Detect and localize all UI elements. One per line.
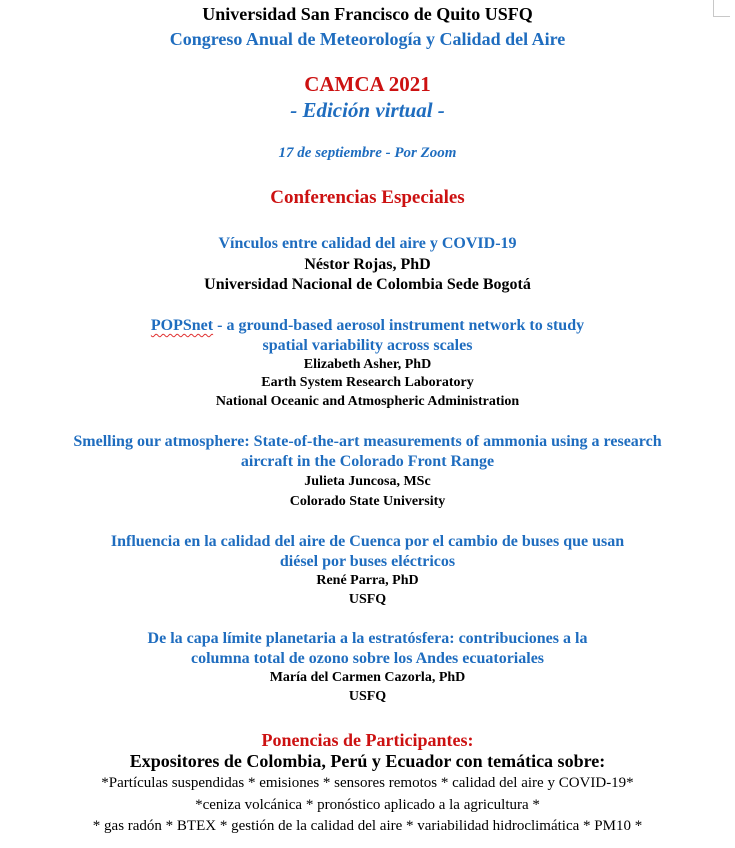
talk-5-speaker: María del Carmen Cazorla, PhD (269, 670, 466, 685)
university-name: Universidad San Francisco de Quito USFQ (202, 4, 533, 24)
talk-5-title-line-2: columna total de ozono sobre los Andes ecuatoriales (190, 650, 545, 667)
talk-5-title-line-1: De la capa límite planetaria a la estratósfera: contribuciones a la (147, 630, 588, 647)
talk-4-title-line-2: diésel por buses eléctricos (279, 553, 456, 570)
talk-2-title-line-1 (0, 317, 735, 335)
talk-1-affiliation: Universidad Nacional de Colombia Sede Bogotá (204, 276, 531, 293)
talk-3-title-line-1: Smelling our atmosphere: State-of-the-art measurements of ammonia using a research (73, 433, 662, 450)
talk-2-speaker: Elizabeth Asher, PhD (303, 357, 432, 372)
talk-1-speaker: Néstor Rojas, PhD (304, 256, 431, 273)
talk-3-affiliation: Colorado State University (289, 494, 446, 509)
special-conferences-heading: Conferencias Especiales (270, 187, 465, 208)
participants-heading: Ponencias de Participantes: (261, 730, 474, 750)
topics-line-2: *ceniza volcánica * pronóstico aplicado a la agricultura * (195, 797, 540, 813)
talk-4-affiliation: USFQ (348, 592, 387, 607)
talk-2-affiliation-line-2: National Oceanic and Atmospheric Administration (215, 394, 520, 409)
event-title: CAMCA 2021 (304, 72, 431, 96)
talk-3-title-line-2: aircraft in the Colorado Front Range (240, 453, 495, 470)
talk-4-title-line-1: Influencia en la calidad del aire de Cuenca por el cambio de buses que usan (110, 533, 625, 550)
talk-4-speaker: René Parra, PhD (316, 573, 419, 588)
congress-title: Congreso Anual de Meteorología y Calidad del Aire (169, 29, 566, 49)
talk-2-title-prefix: POPSnet (150, 317, 214, 334)
talk-1-title: Vínculos entre calidad del aire y COVID-19 (218, 235, 517, 252)
talk-5-affiliation: USFQ (348, 689, 387, 704)
topics-line-3: * gas radón * BTEX * gestión de la calidad del aire * variabilidad hidroclimática * PM10 * (92, 818, 643, 834)
talk-2-title-line-2: spatial variability across scales (262, 337, 473, 354)
talk-2-title-rest: - a ground-based aerosol instrument network to study (213, 317, 585, 334)
talk-3-speaker: Julieta Juncosa, MSc (304, 474, 431, 489)
topics-line-1: *Partículas suspendidas * emisiones * sensores remotos * calidad del aire y COVID-19* (101, 775, 634, 791)
participants-subheading: Expositores de Colombia, Perú y Ecuador con temática sobre: (129, 751, 606, 771)
talk-2-affiliation-line-1: Earth System Research Laboratory (261, 375, 474, 390)
edition-label: - Edición virtual - (290, 98, 445, 122)
event-date: 17 de septiembre - Por Zoom (278, 145, 457, 161)
